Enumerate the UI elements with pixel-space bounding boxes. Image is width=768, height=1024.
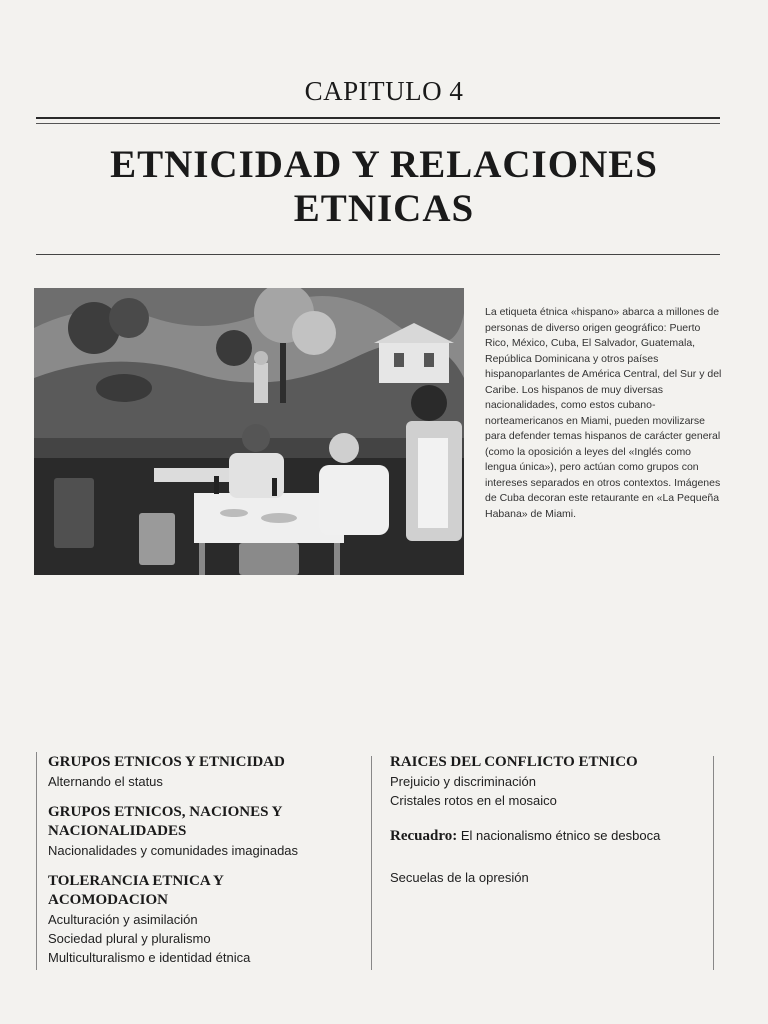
toc-left-column xyxy=(48,753,358,979)
chapter-title-line-1: ETNICIDAD Y RELACIONES xyxy=(110,143,658,186)
left-divider xyxy=(36,752,37,970)
toc-heading: RAICES DEL CONFLICTO ETNICO xyxy=(390,754,638,770)
center-divider xyxy=(371,756,372,970)
title-rule xyxy=(36,254,720,255)
toc-heading: GRUPOS ETNICOS Y ETNICIDAD xyxy=(48,754,285,770)
toc-heading: TOLERANCIA ETNICA Y ACOMODACION xyxy=(48,873,224,908)
chapter-title xyxy=(0,143,768,231)
photo-caption: La etiqueta étnica «hispano» abarca a millones de personas de diverso origen geográfico: Puerto Rico, México, Cuba, El Salvador, Guatemala, República Dominicana y otros países hispanoparlantes de América Central, del Sur y del Caribe. Los hispanos de muy diversas nacionalidades, como estos cubano-norteamericanos en Miami, pueden movilizarse para defender temas hispanos de carácter general (como la oposición a leyes del «Inglés como lengua única»), pero actúan como grupos con intereses separados en otros contextos. Imágenes de Cuba decoran este retaurante en «La Pequeña Habana» de Miami. xyxy=(485,306,722,520)
box-label: Recuadro: xyxy=(390,828,458,844)
chapter-label: CAPITULO 4 xyxy=(304,76,464,106)
top-rule xyxy=(36,117,720,119)
toc-item: Alternando el status xyxy=(48,774,163,789)
toc-right-column xyxy=(390,753,720,887)
toc-group xyxy=(48,872,358,967)
box-title: El nacionalismo étnico se desboca xyxy=(460,828,661,843)
box-entry xyxy=(390,826,720,846)
toc-group xyxy=(48,803,358,860)
toc-group xyxy=(48,753,358,791)
toc-item: Cristales rotos en el mosaico xyxy=(390,793,557,808)
restaurant-mural-photo-icon xyxy=(34,288,464,575)
restaurant-photo xyxy=(34,288,464,575)
toc-item: Aculturación y asimilación xyxy=(48,912,198,927)
toc-item: Nacionalidades y comunidades imaginadas xyxy=(48,843,299,858)
toc-heading: GRUPOS ETNICOS, NACIONES Y NACIONALIDADES xyxy=(48,804,282,839)
toc-item: Secuelas de la opresión xyxy=(390,870,529,885)
toc-item: Prejuicio y discriminación xyxy=(390,774,536,789)
toc-item: Sociedad plural y pluralismo xyxy=(48,931,211,946)
toc-item: Multiculturalismo e identidad étnica xyxy=(48,950,251,965)
chapter-title-line-2: ETNICAS xyxy=(293,187,475,230)
top-rule-thin xyxy=(36,123,720,124)
